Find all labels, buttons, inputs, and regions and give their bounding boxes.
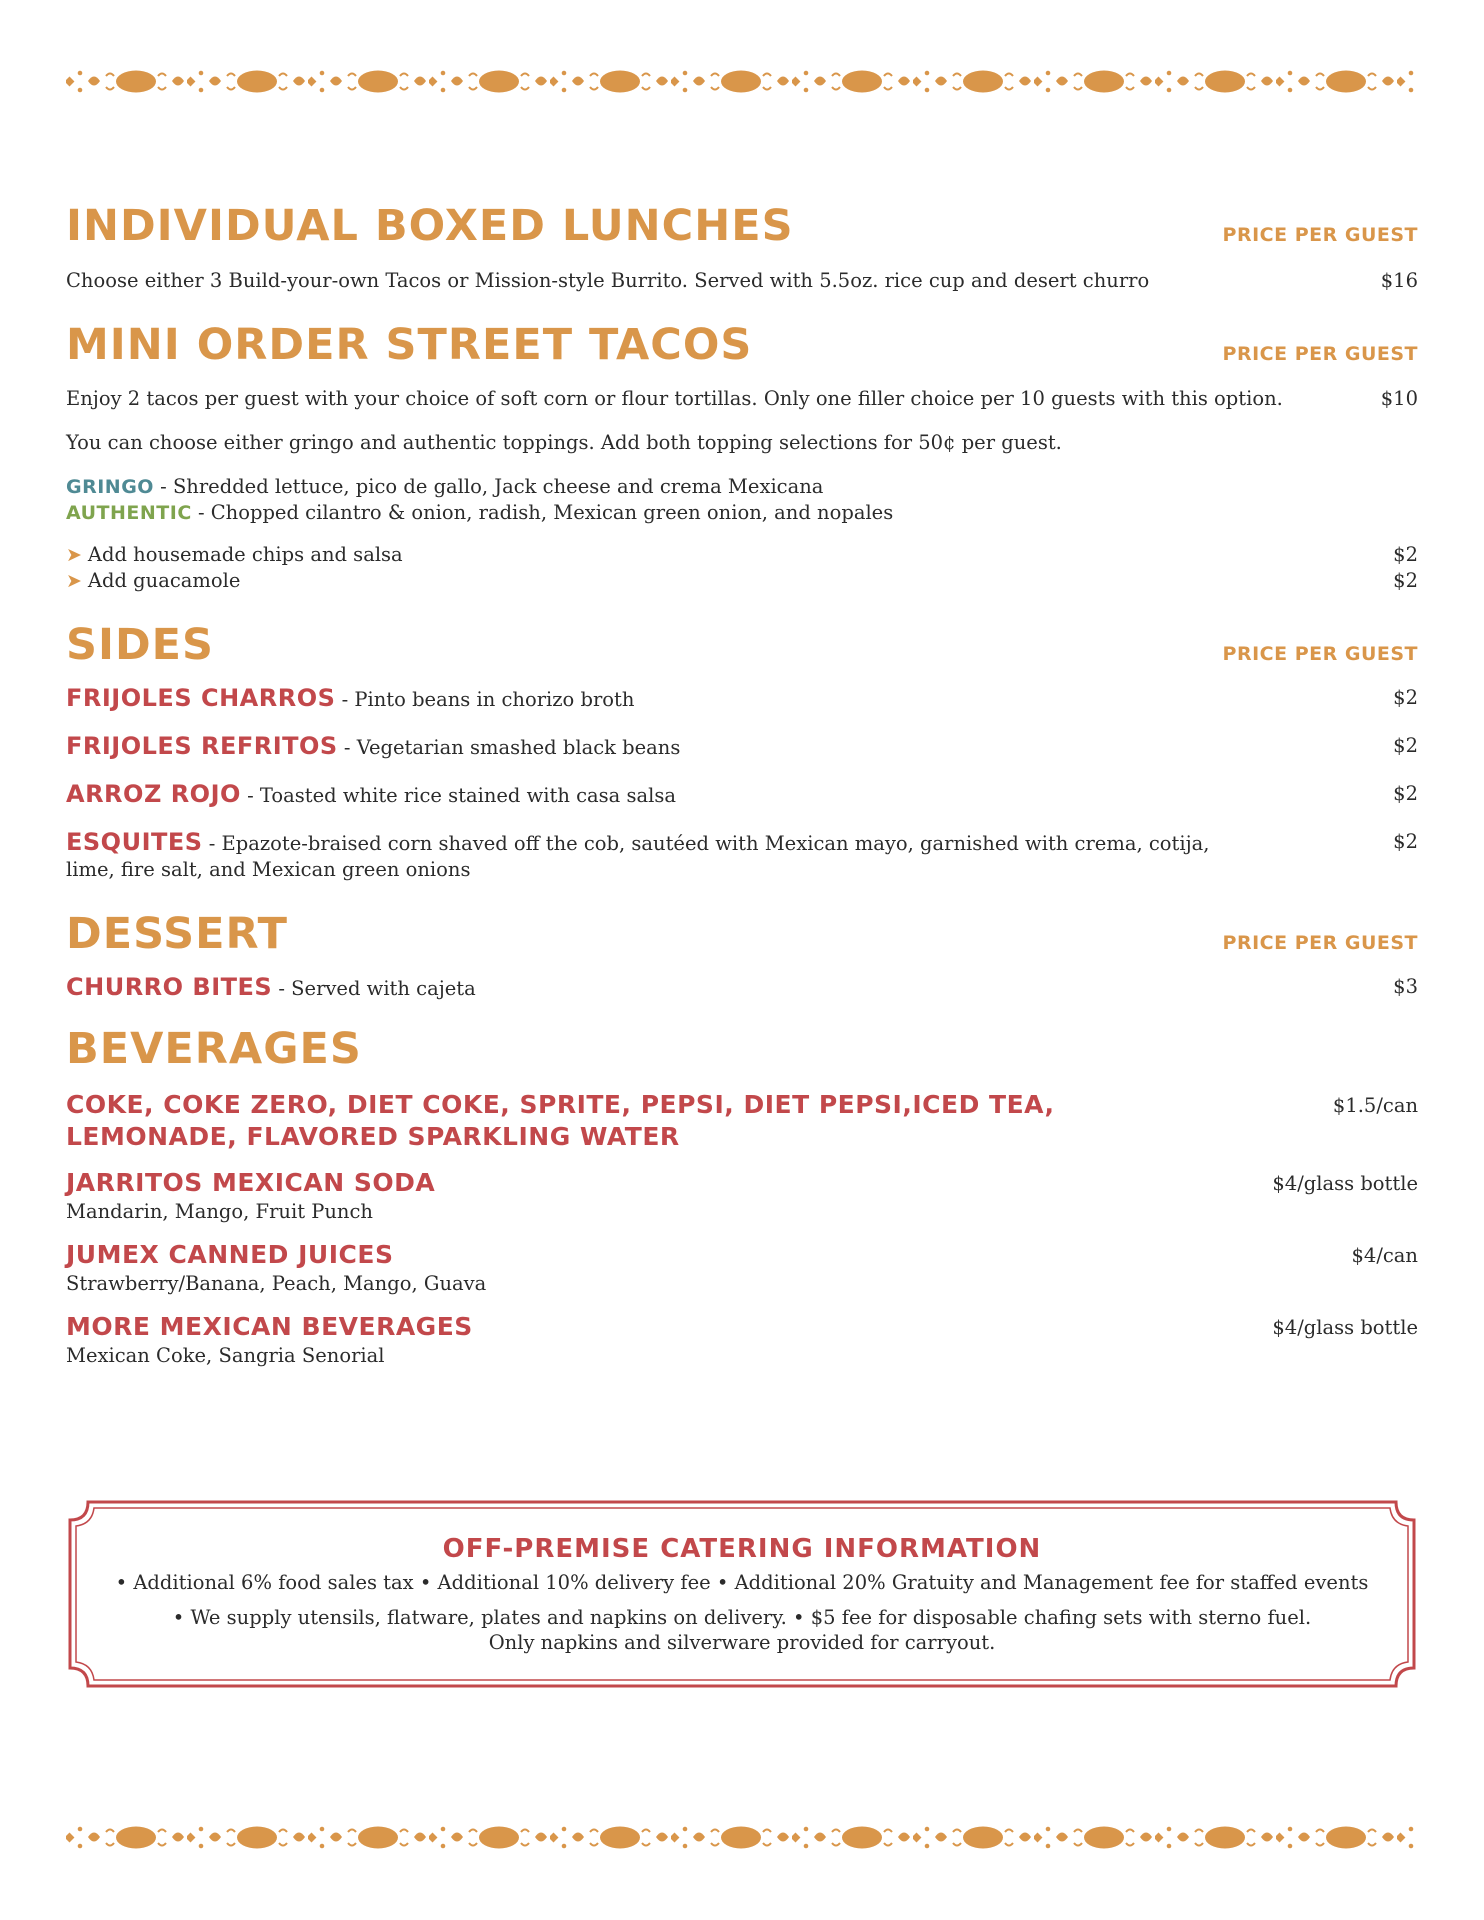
addon-row bbox=[66, 542, 1418, 568]
addon-label: Add housemade chips and salsa bbox=[87, 543, 403, 566]
info-line: • Additional 6% food sales tax • Additional 10% delivery fee • Additional 20% Gratuity and Management fee for staffed events bbox=[115, 1571, 1369, 1594]
addon-label: Add guacamole bbox=[87, 569, 241, 592]
item-description: Enjoy 2 tacos per guest with your choice of soft corn or flour tortillas. Only one filler choice per 10 guests with this option. bbox=[66, 387, 1283, 410]
beverage-price: $4/glass bottle bbox=[1272, 1316, 1418, 1339]
beverage-name: JUMEX CANNED JUICES bbox=[66, 1240, 394, 1269]
sides-header bbox=[66, 620, 1418, 670]
decorative-border-top bbox=[66, 62, 1418, 102]
beverage-item bbox=[66, 1239, 1418, 1297]
info-title: OFF-PREMISE CATERING INFORMATION bbox=[442, 1534, 1042, 1564]
info-line: Only napkins and silverware provided for carryout. bbox=[488, 1631, 996, 1654]
menu-item-row bbox=[66, 386, 1418, 412]
side-item bbox=[66, 781, 1418, 809]
menu-content bbox=[66, 201, 1418, 1369]
item-name: ESQUITES bbox=[66, 828, 203, 856]
beverage-name: COKE, COKE ZERO, DIET COKE, SPRITE, PEPSI, DIET PEPSI,ICED TEA, bbox=[66, 1090, 1055, 1119]
info-line: • We supply utensils, flatware, plates and napkins on delivery. • $5 fee for disposable chafing sets with sterno fuel. bbox=[172, 1606, 1312, 1629]
section-title: SIDES bbox=[66, 620, 215, 670]
gringo-description: - Shredded lettuce, pico de gallo, Jack cheese and crema Mexicana bbox=[153, 475, 824, 498]
beverage-item bbox=[66, 1311, 1418, 1369]
arrowhead-icon: ➤ bbox=[66, 544, 82, 566]
beverage-item bbox=[66, 1167, 1418, 1225]
beverage-flavors: Mexican Coke, Sangria Senorial bbox=[66, 1344, 385, 1367]
side-item bbox=[66, 685, 1418, 713]
boxed-lunches-header bbox=[66, 201, 1418, 251]
arrowhead-icon: ➤ bbox=[66, 570, 82, 592]
beverage-price: $1.5/can bbox=[1332, 1094, 1418, 1117]
beverage-price: $4/glass bottle bbox=[1272, 1172, 1418, 1195]
beverage-item bbox=[66, 1089, 1418, 1153]
price-per-guest-label: PRICE PER GUEST bbox=[1222, 932, 1418, 954]
menu-item-row bbox=[66, 268, 1418, 294]
item-description: - Served with cajeta bbox=[272, 977, 476, 1000]
section-title: INDIVIDUAL BOXED LUNCHES bbox=[66, 201, 794, 251]
beverage-flavors: Strawberry/Banana, Peach, Mango, Guava bbox=[66, 1272, 487, 1295]
side-item bbox=[66, 733, 1418, 761]
dessert-header bbox=[66, 909, 1418, 959]
addon-price: $2 bbox=[1393, 543, 1418, 566]
gringo-label: GRINGO bbox=[66, 476, 154, 498]
beverage-name: LEMONADE, FLAVORED SPARKLING WATER bbox=[66, 1122, 680, 1151]
gringo-toppings bbox=[66, 474, 1418, 500]
street-tacos-header bbox=[66, 320, 1418, 370]
beverage-name: MORE MEXICAN BEVERAGES bbox=[66, 1312, 473, 1341]
item-name: CHURRO BITES bbox=[66, 973, 273, 1001]
beverage-price: $4/can bbox=[1351, 1244, 1418, 1267]
authentic-toppings bbox=[66, 500, 1418, 526]
beverages-header bbox=[66, 1024, 1418, 1074]
authentic-label: AUTHENTIC bbox=[66, 502, 192, 524]
topping-note bbox=[66, 430, 1418, 456]
item-price: $16 bbox=[1380, 269, 1418, 292]
item-price: $2 bbox=[1393, 734, 1418, 757]
item-description: - Toasted white rice stained with casa salsa bbox=[240, 784, 676, 807]
item-price: $2 bbox=[1393, 782, 1418, 805]
price-per-guest-label: PRICE PER GUEST bbox=[1222, 224, 1418, 246]
addon-row bbox=[66, 568, 1418, 594]
item-name: FRIJOLES CHARROS bbox=[66, 684, 336, 712]
price-per-guest-label: PRICE PER GUEST bbox=[1222, 643, 1418, 665]
item-description: - Epazote-braised corn shaved off the cob, sautéed with Mexican mayo, garnished with crema, cotija, lime, fire salt, and Mexican green onions bbox=[66, 832, 1210, 881]
item-price: $2 bbox=[1393, 686, 1418, 709]
catering-info-box bbox=[66, 1498, 1418, 1690]
decorative-border-bottom bbox=[66, 1818, 1418, 1858]
item-name: FRIJOLES REFRITOS bbox=[66, 732, 338, 760]
beverage-name: JARRITOS MEXICAN SODA bbox=[66, 1168, 436, 1197]
addon-price: $2 bbox=[1393, 569, 1418, 592]
dessert-item bbox=[66, 974, 1418, 1002]
section-title: MINI ORDER STREET TACOS bbox=[66, 320, 753, 370]
side-item bbox=[66, 829, 1418, 883]
item-name: ARROZ ROJO bbox=[66, 780, 241, 808]
item-description: - Vegetarian smashed black beans bbox=[337, 736, 681, 759]
note-text: You can choose either gringo and authentic toppings. Add both topping selections for 50¢ per guest. bbox=[66, 431, 1062, 454]
item-description: - Pinto beans in chorizo broth bbox=[335, 688, 635, 711]
item-price: $3 bbox=[1393, 975, 1418, 998]
item-description: Choose either 3 Build-your-own Tacos or Mission-style Burrito. Served with 5.5oz. rice cup and desert churro bbox=[66, 269, 1150, 292]
price-per-guest-label: PRICE PER GUEST bbox=[1222, 343, 1418, 365]
section-title: DESSERT bbox=[66, 909, 288, 959]
authentic-description: - Chopped cilantro & onion, radish, Mexican green onion, and nopales bbox=[191, 501, 894, 524]
item-price: $10 bbox=[1380, 387, 1418, 410]
section-title: BEVERAGES bbox=[66, 1024, 362, 1074]
item-price: $2 bbox=[1393, 830, 1418, 853]
beverage-flavors: Mandarin, Mango, Fruit Punch bbox=[66, 1200, 373, 1223]
